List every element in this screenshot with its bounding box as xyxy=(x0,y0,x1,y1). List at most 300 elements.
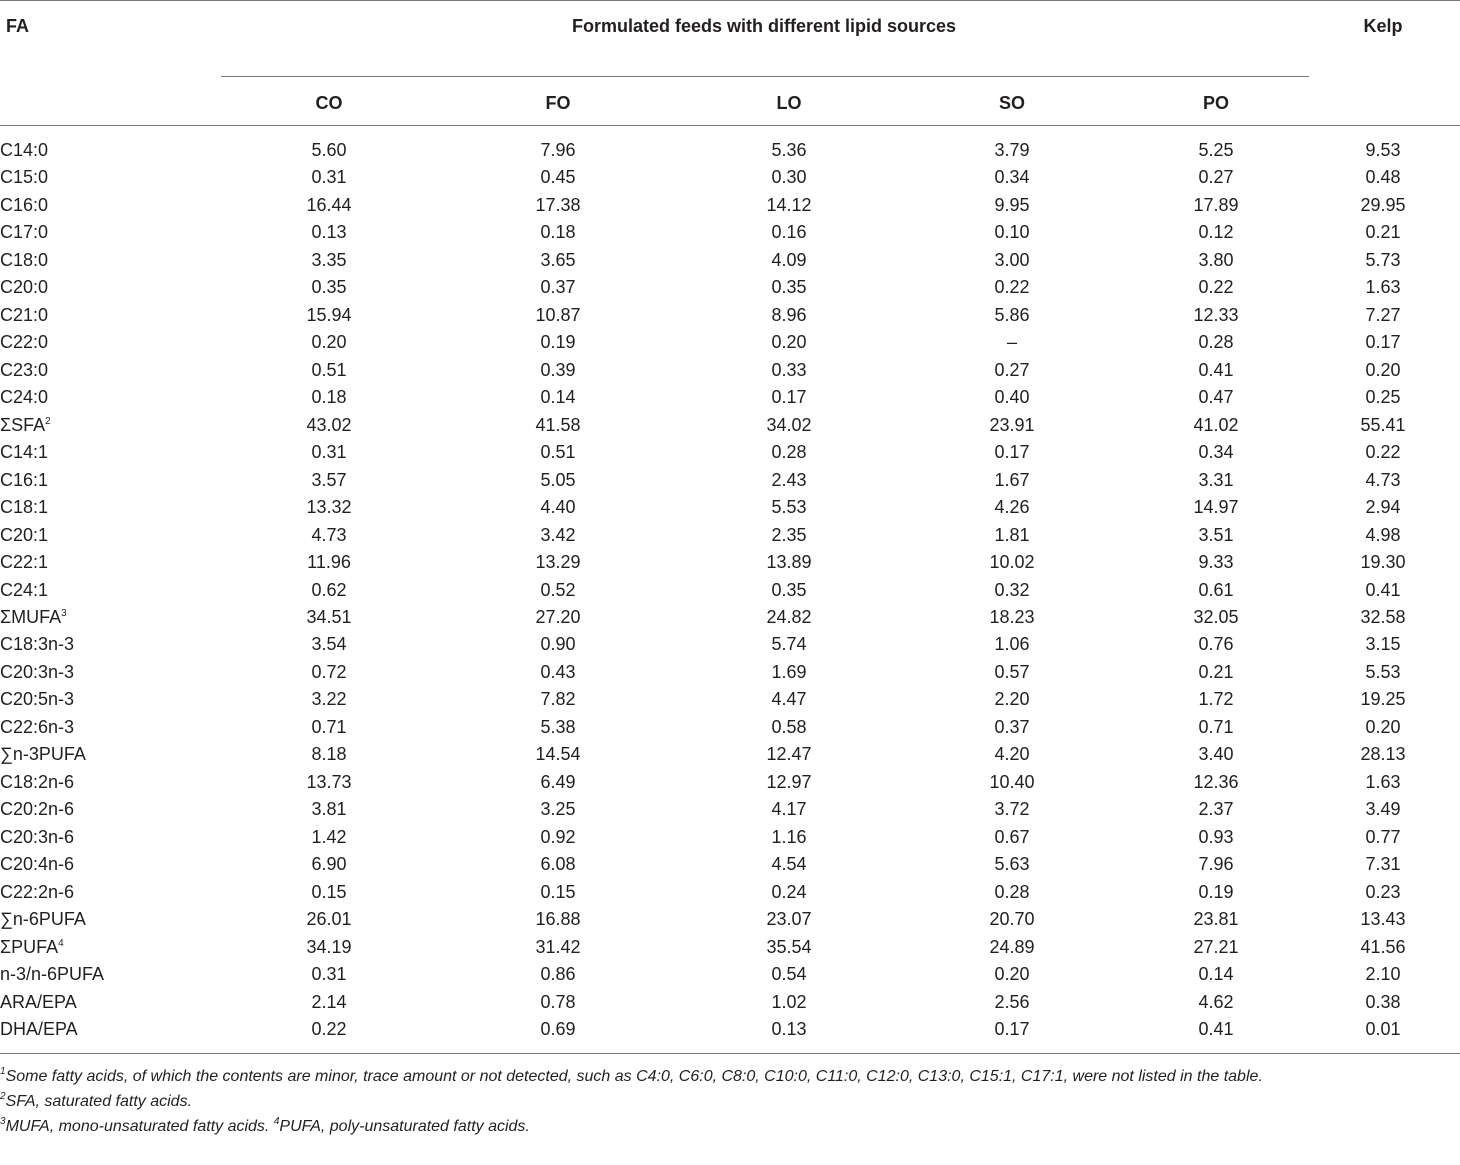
table-row xyxy=(0,934,1460,961)
cell-lo: 0.17 xyxy=(771,387,807,408)
fatty-acid-label xyxy=(0,357,48,384)
cell-po: 0.41 xyxy=(1198,1019,1234,1039)
table-row xyxy=(0,164,1460,191)
footnote-marker: 4 xyxy=(58,937,64,949)
cell-fo: 5.38 xyxy=(540,716,576,737)
cell-fo: 0.45 xyxy=(540,167,576,188)
table-row xyxy=(0,577,1460,604)
cell-fo: 27.20 xyxy=(535,606,581,627)
cell-lo: 0.13 xyxy=(771,1019,807,1039)
cell-lo: 1.16 xyxy=(771,826,807,847)
cell-po: 0.22 xyxy=(1198,277,1234,298)
fatty-acid-name: C16:1 xyxy=(0,469,49,490)
cell-so: 1.67 xyxy=(994,469,1030,490)
cell-po: 14.97 xyxy=(1193,497,1239,518)
cell-kelp: 29.95 xyxy=(1360,194,1406,215)
cell-po: 0.71 xyxy=(1198,716,1234,737)
cell-po: 0.61 xyxy=(1198,579,1234,600)
cell-lo: 24.82 xyxy=(766,606,812,627)
cell-fo: 41.58 xyxy=(535,414,581,435)
fatty-acid-name: C17:0 xyxy=(0,222,49,243)
cell-lo: 0.35 xyxy=(771,277,807,298)
cell-kelp: 0.25 xyxy=(1365,387,1401,408)
footnote-marker: 3 xyxy=(61,607,67,619)
cell-so: 0.40 xyxy=(994,387,1030,408)
cell-so: 0.20 xyxy=(994,964,1030,985)
cell-co: 0.18 xyxy=(311,387,347,408)
footnotes xyxy=(0,1064,1440,1139)
fatty-acid-name: n-3/n-6PUFA xyxy=(0,964,105,985)
cell-lo: 1.02 xyxy=(771,991,807,1012)
cell-kelp: 5.73 xyxy=(1365,249,1401,270)
table-row xyxy=(0,604,1460,631)
cell-so: 0.32 xyxy=(994,579,1030,600)
cell-po: 5.25 xyxy=(1198,140,1234,160)
fatty-acid-name: C14:0 xyxy=(0,140,49,160)
cell-po: 0.21 xyxy=(1198,661,1234,682)
footnote-1 xyxy=(0,1064,1440,1089)
fatty-acid-label xyxy=(0,467,48,494)
cell-lo: 14.12 xyxy=(766,194,812,215)
cell-lo: 23.07 xyxy=(766,909,812,930)
fatty-acid-label xyxy=(0,796,74,823)
cell-co: 0.31 xyxy=(311,442,347,463)
cell-kelp: 0.01 xyxy=(1365,1019,1401,1039)
cell-co: 43.02 xyxy=(306,414,352,435)
cell-kelp: 19.25 xyxy=(1360,689,1406,710)
cell-so: 0.28 xyxy=(994,881,1030,902)
cell-po: 3.31 xyxy=(1198,469,1234,490)
fatty-acid-name: ∑n-3PUFA xyxy=(0,744,86,765)
table-row xyxy=(0,219,1460,246)
fatty-acid-name: C20:0 xyxy=(0,277,49,298)
cell-kelp: 41.56 xyxy=(1360,936,1406,957)
cell-lo: 0.24 xyxy=(771,881,807,902)
fatty-acid-label xyxy=(0,741,86,768)
table-row xyxy=(0,989,1460,1016)
cell-so: 0.17 xyxy=(994,1019,1030,1039)
header-rule xyxy=(0,125,1460,126)
fatty-acid-name: C20:1 xyxy=(0,524,49,545)
cell-so: 0.67 xyxy=(994,826,1030,847)
cell-lo: 34.02 xyxy=(766,414,812,435)
fatty-acid-name: C20:3n-3 xyxy=(0,661,75,682)
cell-fo: 0.92 xyxy=(540,826,576,847)
table-row xyxy=(0,851,1460,878)
cell-kelp: 0.17 xyxy=(1365,332,1401,353)
cell-fo: 16.88 xyxy=(535,909,581,930)
table-row xyxy=(0,796,1460,823)
cell-so: 0.10 xyxy=(994,222,1030,243)
table-row xyxy=(0,631,1460,658)
cell-co: 1.42 xyxy=(311,826,347,847)
fatty-acid-name: C23:0 xyxy=(0,359,49,380)
table-row xyxy=(0,769,1460,796)
fatty-acid-label xyxy=(0,274,48,301)
cell-fo: 0.18 xyxy=(540,222,576,243)
fatty-acid-name: C18:2n-6 xyxy=(0,771,75,792)
cell-lo: 0.28 xyxy=(771,442,807,463)
fatty-acid-label xyxy=(0,137,48,164)
footnote-4-text: PUFA, poly-unsaturated fatty acids. xyxy=(279,1118,530,1135)
cell-po: 4.62 xyxy=(1198,991,1234,1012)
table-row xyxy=(0,549,1460,576)
cell-fo: 0.78 xyxy=(540,991,576,1012)
table-row xyxy=(0,824,1460,851)
header-group-title: Formulated feeds with different lipid sources xyxy=(571,16,957,36)
footnote-3-marker: 3 xyxy=(0,1116,6,1127)
fatty-acid-label xyxy=(0,961,104,988)
cell-co: 0.22 xyxy=(311,1019,347,1039)
cell-kelp: 0.41 xyxy=(1365,579,1401,600)
table-row xyxy=(0,302,1460,329)
cell-kelp: 0.77 xyxy=(1365,826,1401,847)
cell-po: 0.76 xyxy=(1198,634,1234,655)
cell-po: 12.33 xyxy=(1193,304,1239,325)
cell-kelp: 4.98 xyxy=(1365,524,1401,545)
fatty-acid-label xyxy=(0,494,48,521)
cell-kelp: 3.15 xyxy=(1365,634,1401,655)
fatty-acid-label xyxy=(0,412,51,439)
cell-lo: 12.47 xyxy=(766,744,812,765)
cell-so: 2.20 xyxy=(994,689,1030,710)
table-row xyxy=(0,961,1460,988)
cell-po: 0.19 xyxy=(1198,881,1234,902)
cell-po: 0.27 xyxy=(1198,167,1234,188)
cell-lo: 0.33 xyxy=(771,359,807,380)
cell-so: 5.63 xyxy=(994,854,1030,875)
fatty-acid-label xyxy=(0,1016,78,1043)
cell-kelp: 1.63 xyxy=(1365,771,1401,792)
cell-so: 2.56 xyxy=(994,991,1030,1012)
table-row xyxy=(0,741,1460,768)
cell-so: 0.17 xyxy=(994,442,1030,463)
cell-lo: 5.74 xyxy=(771,634,807,655)
cell-fo: 3.25 xyxy=(540,799,576,820)
fatty-acid-name: DHA/EPA xyxy=(0,1019,78,1039)
table-body xyxy=(0,137,1460,1043)
fatty-acid-name: C22:1 xyxy=(0,552,49,573)
table-row xyxy=(0,522,1460,549)
footnote-1-text: Some fatty acids, of which the contents are minor, trace amount or not detected, such as C4:0, C6:0, C8:0, C10:0, C11:0, C12:0, C13:0, C15:1, C17:1, were not listed in the table. xyxy=(5,1068,1263,1085)
fatty-acid-name: C22:0 xyxy=(0,332,49,353)
cell-po: 2.37 xyxy=(1198,799,1234,820)
cell-fo: 5.05 xyxy=(540,469,576,490)
cell-co: 2.14 xyxy=(311,991,347,1012)
cell-fo: 0.37 xyxy=(540,277,576,298)
header-col-fo: FO xyxy=(545,93,571,113)
cell-lo: 8.96 xyxy=(771,304,807,325)
cell-kelp: 0.21 xyxy=(1365,222,1401,243)
cell-po: 27.21 xyxy=(1193,936,1239,957)
cell-po: 12.36 xyxy=(1193,771,1239,792)
table-row xyxy=(0,329,1460,356)
cell-so: 18.23 xyxy=(989,606,1035,627)
cell-po: 0.41 xyxy=(1198,359,1234,380)
fatty-acid-label xyxy=(0,769,74,796)
fatty-acid-name: ∑n-6PUFA xyxy=(0,909,86,930)
cell-po: 9.33 xyxy=(1198,552,1234,573)
cell-co: 13.73 xyxy=(306,771,352,792)
cell-so: 0.37 xyxy=(994,716,1030,737)
cell-po: 3.40 xyxy=(1198,744,1234,765)
fatty-acid-label xyxy=(0,631,74,658)
table-row xyxy=(0,714,1460,741)
footnote-1-marker: 1 xyxy=(0,1066,6,1077)
cell-kelp: 28.13 xyxy=(1360,744,1406,765)
cell-so: 0.34 xyxy=(994,167,1030,188)
cell-po: 0.47 xyxy=(1198,387,1234,408)
cell-kelp: 0.48 xyxy=(1365,167,1401,188)
cell-po: 17.89 xyxy=(1193,194,1239,215)
fatty-acid-name: C21:0 xyxy=(0,304,49,325)
cell-fo: 0.15 xyxy=(540,881,576,902)
cell-co: 34.51 xyxy=(306,606,352,627)
cell-fo: 3.42 xyxy=(540,524,576,545)
cell-co: 11.96 xyxy=(307,552,351,573)
header-col-po: PO xyxy=(1202,93,1230,113)
cell-kelp: 2.94 xyxy=(1365,497,1401,518)
cell-kelp: 3.49 xyxy=(1365,799,1401,820)
cell-co: 0.20 xyxy=(311,332,347,353)
table-row xyxy=(0,357,1460,384)
fatty-acid-name: C18:1 xyxy=(0,497,49,518)
table-row xyxy=(0,494,1460,521)
table-row xyxy=(0,412,1460,439)
table-row xyxy=(0,906,1460,933)
header-kelp: Kelp xyxy=(1363,16,1403,36)
fatty-acid-label xyxy=(0,164,48,191)
cell-kelp: 55.41 xyxy=(1360,414,1406,435)
footnote-2-marker: 2 xyxy=(0,1091,6,1102)
cell-fo: 31.42 xyxy=(535,936,581,957)
group-underline xyxy=(221,76,1309,77)
cell-lo: 4.47 xyxy=(771,689,807,710)
cell-kelp: 32.58 xyxy=(1360,606,1406,627)
cell-so: 24.89 xyxy=(989,936,1035,957)
fatty-acid-label xyxy=(0,989,77,1016)
fatty-acid-label xyxy=(0,659,74,686)
cell-so: 20.70 xyxy=(989,909,1035,930)
cell-co: 16.44 xyxy=(306,194,352,215)
cell-co: 0.15 xyxy=(311,881,347,902)
cell-kelp: 7.31 xyxy=(1365,854,1401,875)
cell-kelp: 2.10 xyxy=(1365,964,1401,985)
cell-fo: 6.49 xyxy=(540,771,576,792)
cell-fo: 4.40 xyxy=(540,497,576,518)
header-col-so: SO xyxy=(998,93,1026,113)
cell-lo: 0.16 xyxy=(771,222,807,243)
cell-po: 23.81 xyxy=(1193,909,1239,930)
cell-kelp: 0.23 xyxy=(1365,881,1401,902)
fatty-acid-label xyxy=(0,824,74,851)
fatty-acid-name: C20:5n-3 xyxy=(0,689,75,710)
cell-lo: 1.69 xyxy=(771,661,807,682)
cell-po: 1.72 xyxy=(1198,689,1234,710)
footnote-3-4 xyxy=(0,1114,1440,1139)
cell-co: 0.35 xyxy=(311,277,347,298)
cell-fo: 0.19 xyxy=(540,332,576,353)
cell-co: 0.31 xyxy=(311,964,347,985)
table-row xyxy=(0,879,1460,906)
cell-co: 6.90 xyxy=(311,854,347,875)
cell-fo: 0.39 xyxy=(540,359,576,380)
table-row xyxy=(0,439,1460,466)
cell-so: 4.20 xyxy=(994,744,1030,765)
cell-po: 3.51 xyxy=(1198,524,1234,545)
fatty-acid-label xyxy=(0,302,48,329)
fatty-acid-name: C15:0 xyxy=(0,167,49,188)
fatty-acid-label xyxy=(0,192,48,219)
cell-co: 13.32 xyxy=(306,497,352,518)
fatty-acid-label xyxy=(0,549,48,576)
footnote-4-marker: 4 xyxy=(273,1116,280,1127)
table-row xyxy=(0,192,1460,219)
fatty-acid-name: C18:3n-3 xyxy=(0,634,75,655)
cell-co: 0.51 xyxy=(311,359,347,380)
fatty-acid-name: C20:2n-6 xyxy=(0,799,75,820)
cell-lo: 0.58 xyxy=(771,716,807,737)
cell-fo: 13.29 xyxy=(535,552,581,573)
cell-fo: 0.90 xyxy=(540,634,576,655)
fatty-acid-name: ΣPUFA xyxy=(0,936,59,957)
cell-so: 1.81 xyxy=(994,524,1030,545)
cell-co: 3.54 xyxy=(311,634,347,655)
cell-co: 3.22 xyxy=(311,689,347,710)
cell-lo: 5.53 xyxy=(771,497,807,518)
cell-fo: 10.87 xyxy=(535,304,581,325)
table-row xyxy=(0,247,1460,274)
footnote-3-text: MUFA, mono-unsaturated fatty acids. xyxy=(5,1118,274,1135)
cell-kelp: 19.30 xyxy=(1360,552,1406,573)
cell-so: 10.40 xyxy=(989,771,1035,792)
footnote-2-text: SFA, saturated fatty acids. xyxy=(5,1093,193,1110)
header-fa: FA xyxy=(6,16,30,36)
cell-po: 0.14 xyxy=(1198,964,1234,985)
cell-so: 23.91 xyxy=(989,414,1035,435)
cell-lo: 0.54 xyxy=(771,964,807,985)
cell-co: 15.94 xyxy=(306,304,352,325)
cell-co: 0.31 xyxy=(311,167,347,188)
fatty-acid-name: C16:0 xyxy=(0,194,49,215)
cell-co: 34.19 xyxy=(306,936,352,957)
cell-lo: 0.30 xyxy=(771,167,807,188)
cell-co: 0.62 xyxy=(311,579,347,600)
cell-so: 1.06 xyxy=(994,634,1030,655)
fatty-acid-name: C24:1 xyxy=(0,579,49,600)
fatty-acid-label xyxy=(0,714,74,741)
cell-po: 7.96 xyxy=(1198,854,1234,875)
cell-so: 10.02 xyxy=(989,552,1035,573)
table-row xyxy=(0,274,1460,301)
table-row xyxy=(0,1016,1460,1043)
cell-fo: 7.96 xyxy=(540,140,576,160)
cell-fo: 0.69 xyxy=(540,1019,576,1039)
cell-lo: 0.35 xyxy=(771,579,807,600)
cell-kelp: 13.43 xyxy=(1360,909,1406,930)
fatty-acid-name: C22:6n-3 xyxy=(0,716,75,737)
fatty-acid-name: C20:4n-6 xyxy=(0,854,75,875)
cell-kelp: 1.63 xyxy=(1365,277,1401,298)
cell-lo: 0.20 xyxy=(771,332,807,353)
fatty-acid-name: ARA/EPA xyxy=(0,991,77,1012)
fatty-acid-name: C18:0 xyxy=(0,249,49,270)
cell-lo: 13.89 xyxy=(766,552,812,573)
header-col-co: CO xyxy=(315,93,343,113)
fatty-acid-label xyxy=(0,329,48,356)
cell-po: 3.80 xyxy=(1198,249,1234,270)
cell-fo: 0.51 xyxy=(540,442,576,463)
fatty-acid-label xyxy=(0,577,48,604)
fatty-acid-label xyxy=(0,247,48,274)
fatty-acid-name: C20:3n-6 xyxy=(0,826,75,847)
cell-so: 3.72 xyxy=(994,799,1030,820)
cell-fo: 3.65 xyxy=(540,249,576,270)
cell-co: 4.73 xyxy=(311,524,347,545)
fatty-acid-name: C24:0 xyxy=(0,387,49,408)
cell-fo: 0.14 xyxy=(540,387,576,408)
cell-so: 3.79 xyxy=(994,140,1030,160)
cell-lo: 2.43 xyxy=(771,469,807,490)
cell-so: 5.86 xyxy=(994,304,1030,325)
cell-lo: 35.54 xyxy=(766,936,812,957)
cell-co: 8.18 xyxy=(311,744,347,765)
cell-co: 0.71 xyxy=(311,716,347,737)
fatty-acid-label xyxy=(0,439,48,466)
cell-so: 0.27 xyxy=(994,359,1030,380)
cell-co: 26.01 xyxy=(306,909,352,930)
cell-po: 32.05 xyxy=(1193,606,1239,627)
cell-co: 3.35 xyxy=(311,249,347,270)
fatty-acid-label xyxy=(0,604,67,631)
fatty-acid-label xyxy=(0,686,74,713)
cell-lo: 4.54 xyxy=(771,854,807,875)
cell-lo: 4.09 xyxy=(771,249,807,270)
table-row xyxy=(0,659,1460,686)
cell-fo: 14.54 xyxy=(535,744,581,765)
cell-kelp: 9.53 xyxy=(1365,140,1401,160)
table-row xyxy=(0,467,1460,494)
table-row xyxy=(0,137,1460,164)
cell-kelp: 4.73 xyxy=(1365,469,1401,490)
cell-po: 0.93 xyxy=(1198,826,1234,847)
cell-fo: 17.38 xyxy=(535,194,581,215)
cell-so: 0.22 xyxy=(994,277,1030,298)
fatty-acid-label xyxy=(0,851,74,878)
cell-kelp: 0.20 xyxy=(1365,359,1401,380)
cell-co: 3.81 xyxy=(311,799,347,820)
cell-po: 41.02 xyxy=(1193,414,1239,435)
cell-lo: 12.97 xyxy=(766,771,812,792)
bottom-rule xyxy=(0,1053,1460,1054)
cell-so: 3.00 xyxy=(994,249,1030,270)
cell-so: 9.95 xyxy=(994,194,1030,215)
header-col-lo: LO xyxy=(776,93,802,113)
table-row xyxy=(0,686,1460,713)
top-rule xyxy=(0,0,1460,1)
cell-fo: 7.82 xyxy=(540,689,576,710)
cell-co: 5.60 xyxy=(311,140,347,160)
cell-po: 0.28 xyxy=(1198,332,1234,353)
fatty-acid-label xyxy=(0,384,48,411)
footnote-marker: 2 xyxy=(45,415,51,427)
cell-lo: 5.36 xyxy=(771,140,807,160)
cell-co: 0.72 xyxy=(311,661,347,682)
fatty-acid-name: ΣSFA xyxy=(0,414,46,435)
cell-po: 0.34 xyxy=(1198,442,1234,463)
cell-fo: 0.52 xyxy=(540,579,576,600)
cell-fo: 0.43 xyxy=(540,661,576,682)
